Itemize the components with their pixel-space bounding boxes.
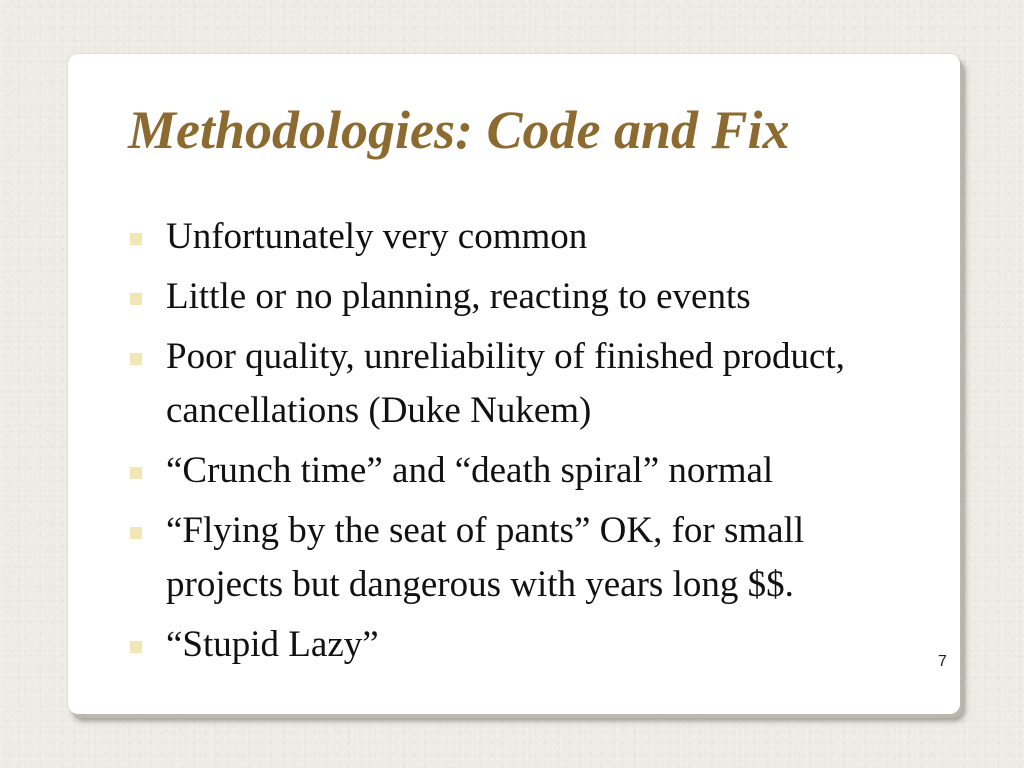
bullet-text: “Stupid Lazy” xyxy=(166,624,379,665)
bullet-text: Little or no planning, reacting to events xyxy=(166,276,751,317)
square-bullet-icon xyxy=(130,293,142,305)
bullet-item xyxy=(128,210,928,264)
square-bullet-icon xyxy=(130,233,142,245)
bullet-text: Unfortunately very common xyxy=(166,216,588,257)
bullet-text: “Crunch time” and “death spiral” normal xyxy=(166,450,774,491)
bullet-item xyxy=(128,444,928,498)
square-bullet-icon xyxy=(130,467,142,479)
slide-title: Methodologies: Code and Fix xyxy=(128,100,790,160)
bullet-text: “Flying by the seat of pants” OK, for small projects but dangerous with years long $$. xyxy=(166,510,805,605)
square-bullet-icon xyxy=(130,641,142,653)
square-bullet-icon xyxy=(130,353,142,365)
bullet-item xyxy=(128,618,928,672)
bullet-item xyxy=(128,504,928,612)
page-number: 7 xyxy=(938,653,947,670)
bullet-list xyxy=(128,210,928,678)
bullet-text: Poor quality, unreliability of finished product, cancellations (Duke Nukem) xyxy=(166,336,845,431)
bullet-item xyxy=(128,270,928,324)
bullet-item xyxy=(128,330,928,438)
square-bullet-icon xyxy=(130,527,142,539)
